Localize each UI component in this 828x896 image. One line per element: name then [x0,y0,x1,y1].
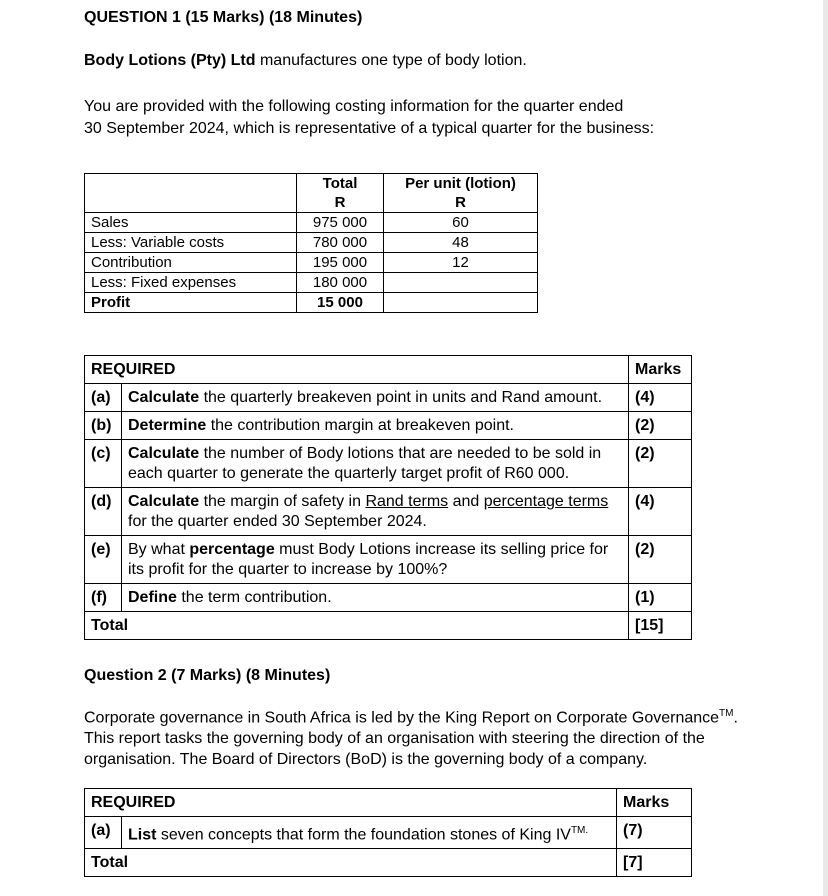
item-letter: (a) [85,817,122,849]
item-marks: (2) [629,440,692,488]
paragraph-line-1: You are provided with the following costing information for the quarter ended [84,98,624,115]
question1-title: QUESTION 1 (15 Marks) (18 Minutes) [84,9,363,26]
marks-header: Marks [629,356,692,384]
row-total: 15 000 [297,293,384,313]
required-header-row [85,789,692,817]
row-unit [384,293,538,313]
required-header: REQUIRED [85,789,617,817]
item-letter: (f) [85,584,122,612]
row-label: Contribution [85,253,297,273]
item-letter: (a) [85,384,122,412]
required-total-row [85,612,692,640]
item-letter: (d) [85,488,122,536]
required-item-c [85,440,692,488]
costing-header-row [85,174,538,194]
costing-currency-row [85,193,538,213]
required-item-e [85,536,692,584]
header-total: Total [297,174,384,194]
table-row [85,253,538,273]
intro-text: manufactures one type of body lotion. [255,52,527,69]
row-total: 780 000 [297,233,384,253]
item-text: Calculate the margin of safety in Rand terms and percentage terms for the quarter ended 30 September 2024. [122,488,629,536]
currency-unit: R [384,193,538,213]
row-label: Profit [85,293,297,313]
marks-header: Marks [617,789,692,817]
required-table-q2 [84,788,692,877]
item-marks: (7) [617,817,692,849]
table-row [85,213,538,233]
item-text: Calculate the number of Body lotions that are needed to be sold in each quarter to generate the quarterly target profit of R60 000. [122,440,629,488]
table-row-profit [85,293,538,313]
row-total: 195 000 [297,253,384,273]
item-marks: (4) [629,488,692,536]
item-letter: (b) [85,412,122,440]
required-header-row [85,356,692,384]
item-marks: (2) [629,412,692,440]
paragraph-line-2: 30 September 2024, which is representative of a typical quarter for the business: [84,120,655,137]
row-unit [384,273,538,293]
page-edge [823,0,828,896]
item-text: Define the term contribution. [122,584,629,612]
item-text: List seven concepts that form the foundation stones of King $IV^{TM.}$ [122,817,617,849]
row-unit: 60 [384,213,538,233]
required-item-a [85,384,692,412]
required-header: REQUIRED [85,356,629,384]
item-marks: (1) [629,584,692,612]
item-letter: (e) [85,536,122,584]
row-total: 975 000 [297,213,384,233]
item-text: By what percentage must Body Lotions increase its selling price for its profit for the quarter to increase by 100%? [122,536,629,584]
row-unit: 12 [384,253,538,273]
table-row [85,233,538,253]
required-item-a [85,817,692,849]
question1-paragraph [84,96,654,140]
trademark-mark: TM [719,708,734,719]
row-label: Less: Fixed expenses [85,273,297,293]
table-row [85,273,538,293]
required-item-b [85,412,692,440]
costing-table [84,173,538,313]
item-text: Determine the contribution margin at breakeven point. [122,412,629,440]
question1-intro [84,52,527,70]
currency-total: R [297,193,384,213]
total-marks: [15] [629,612,692,640]
question2-title: Question 2 (7 Marks) (8 Minutes) [84,667,331,684]
row-total: 180 000 [297,273,384,293]
item-marks: (4) [629,384,692,412]
item-text: Calculate the quarterly breakeven point in units and Rand amount. [122,384,629,412]
required-item-f [85,584,692,612]
item-letter: (c) [85,440,122,488]
required-table-q1 [84,355,692,640]
total-marks: [7] [617,849,692,877]
item-marks: (2) [629,536,692,584]
row-unit: 48 [384,233,538,253]
required-item-d [85,488,692,536]
total-label: Total [85,612,629,640]
header-per-unit: Per unit (lotion) [384,174,538,194]
row-label: Sales [85,213,297,233]
company-name: Body Lotions (Pty) Ltd [84,52,256,69]
question2-paragraph: Corporate governance in South Africa is led by the King Report on Corporate Governance™. This report tasks the governing body of an organisation with steering the direction of the organisation. The Board of Directors (BoD) is the governing body of a company. [84,708,738,769]
total-label: Total [85,849,617,877]
required-total-row [85,849,692,877]
row-label: Less: Variable costs [85,233,297,253]
